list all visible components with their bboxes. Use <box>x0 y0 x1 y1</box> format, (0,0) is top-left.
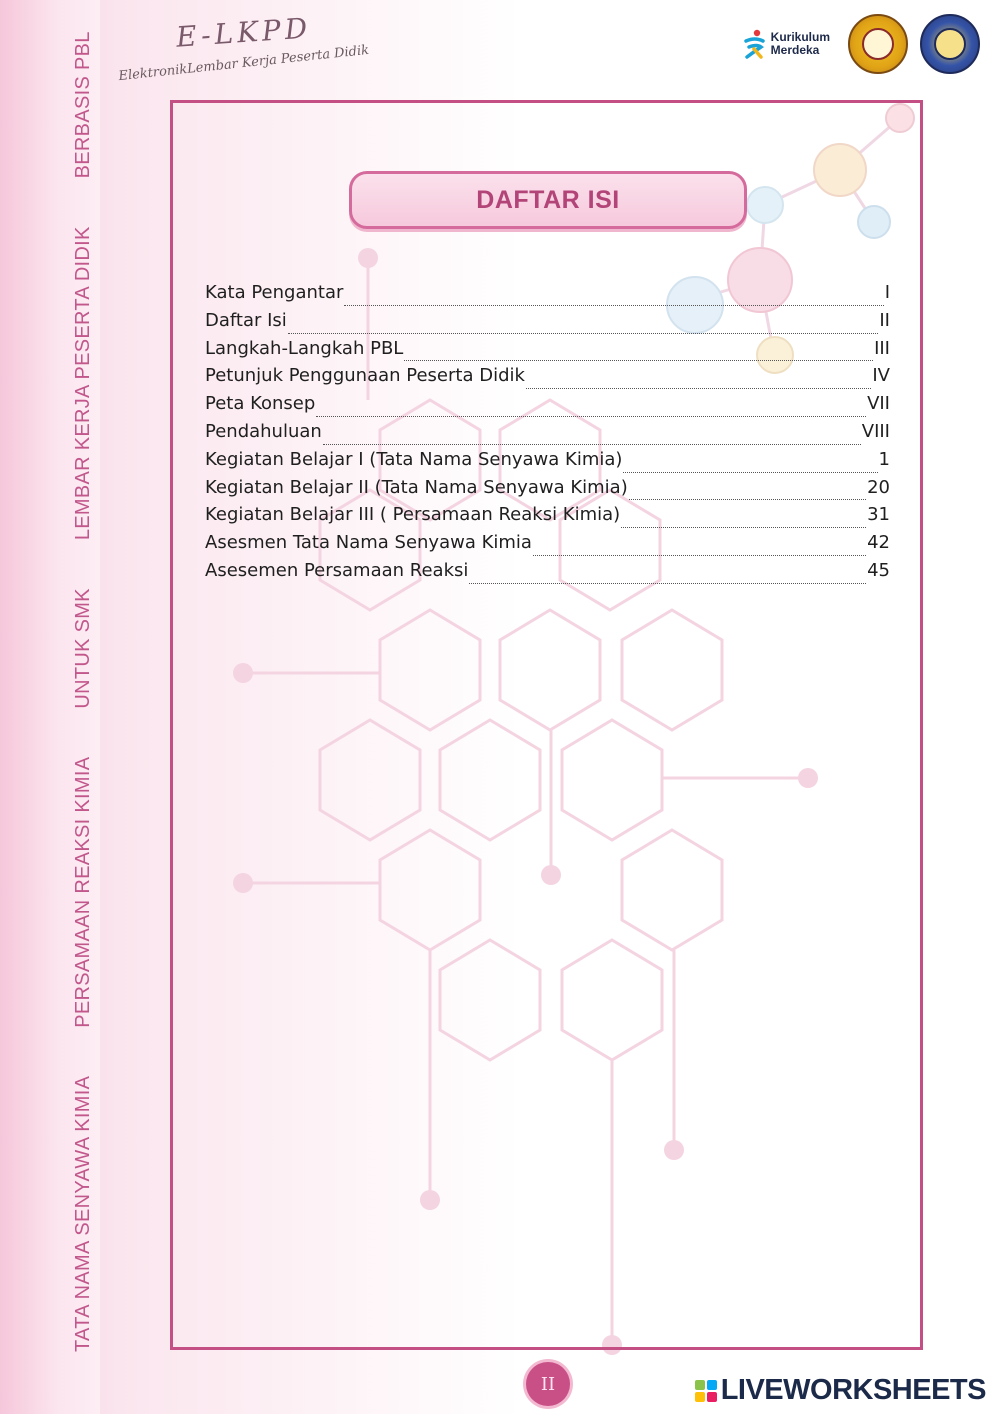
toc-leader <box>323 444 861 445</box>
toc-row[interactable] <box>205 310 890 338</box>
toc-label: Asesmen Tata Nama Senyawa Kimia <box>205 532 532 554</box>
brand-subtitle: ElektronikLembar Kerja Peserta Didik <box>117 42 370 85</box>
toc-label: Kegiatan Belajar II (Tata Nama Senyawa Kimia) <box>205 476 628 498</box>
toc-leader <box>404 360 873 361</box>
toc-leader <box>344 305 883 306</box>
sidebar-segment: PERSAMAAN REAKSI KIMIA <box>72 756 94 1028</box>
toc-leader <box>621 527 866 528</box>
toc-row[interactable] <box>205 477 890 505</box>
toc-row[interactable] <box>205 449 890 477</box>
page-number-badge <box>526 1362 570 1406</box>
toc-label: Kata Pengantar <box>205 282 344 303</box>
toc-row[interactable] <box>205 365 890 393</box>
liveworksheets-label: LIVEWORKSHEETS <box>720 1374 986 1406</box>
sidebar-band <box>0 0 100 1414</box>
toc-leader <box>316 416 866 417</box>
merdeka-label: Merdeka <box>770 43 820 57</box>
toc-leader <box>533 555 866 556</box>
toc-page-number: I <box>884 282 890 303</box>
kurikulum-merdeka-logo <box>743 29 830 59</box>
toc-row[interactable] <box>205 421 890 449</box>
toc-page-number: 42 <box>867 532 890 554</box>
toc-row[interactable] <box>205 504 890 532</box>
toc-page-number: II <box>879 309 890 331</box>
toc-page-number: 20 <box>867 476 890 498</box>
toc-page-number: VIII <box>861 420 890 442</box>
toc-page-number: 31 <box>867 504 890 526</box>
toc-page-number: III <box>874 337 890 359</box>
brand-header <box>117 11 388 86</box>
title-banner <box>349 171 747 229</box>
sidebar-segment: BERBASIS PBL <box>72 31 94 179</box>
toc-page-number: 45 <box>867 559 890 581</box>
sidebar-segment: TATA NAMA SENYAWA KIMIA <box>72 1075 94 1352</box>
toc-leader <box>629 499 866 500</box>
page-title: DAFTAR ISI <box>476 185 620 214</box>
toc-label: Kegiatan Belajar I (Tata Nama Senyawa Kimia) <box>205 448 623 470</box>
sidebar-segment: LEMBAR KERJA PESERTA DIDIK <box>72 226 94 541</box>
smti-padang-seal <box>848 14 908 74</box>
toc-page-number: IV <box>872 365 890 387</box>
toc-label: Pendahuluan <box>205 420 322 442</box>
sidebar-vertical-title <box>72 31 95 1352</box>
toc-page-number: VII <box>867 393 890 415</box>
toc-label: Langkah-Langkah PBL <box>205 337 404 359</box>
toc-row[interactable] <box>205 282 890 310</box>
toc-label: Daftar Isi <box>205 309 287 331</box>
toc-page-number: 1 <box>878 448 890 470</box>
unp-seal <box>920 14 980 74</box>
liveworksheets-watermark[interactable] <box>695 1374 986 1407</box>
table-of-contents <box>205 282 890 588</box>
toc-row[interactable] <box>205 393 890 421</box>
toc-leader <box>623 472 877 473</box>
liveworksheets-icon <box>695 1380 717 1402</box>
toc-leader <box>526 388 871 389</box>
sidebar-segment: UNTUK SMK <box>72 588 94 709</box>
toc-label: Kegiatan Belajar III ( Persamaan Reaksi Kimia) <box>205 504 621 526</box>
toc-label: Petunjuk Penggunaan Peserta Didik <box>205 365 525 387</box>
page-number: II <box>540 1373 556 1395</box>
toc-row[interactable] <box>205 532 890 560</box>
toc-label: Peta Konsep <box>205 393 316 415</box>
toc-row[interactable] <box>205 338 890 366</box>
brand-logo: E-LKPD <box>175 11 313 54</box>
toc-label: Asesemen Persamaan Reaksi <box>205 559 469 581</box>
toc-leader <box>469 583 866 584</box>
kurikulum-merdeka-icon <box>743 29 767 59</box>
toc-leader <box>288 333 879 334</box>
institution-logos <box>743 14 980 74</box>
toc-row[interactable] <box>205 560 890 588</box>
kurikulum-label: Kurikulum <box>770 30 830 44</box>
